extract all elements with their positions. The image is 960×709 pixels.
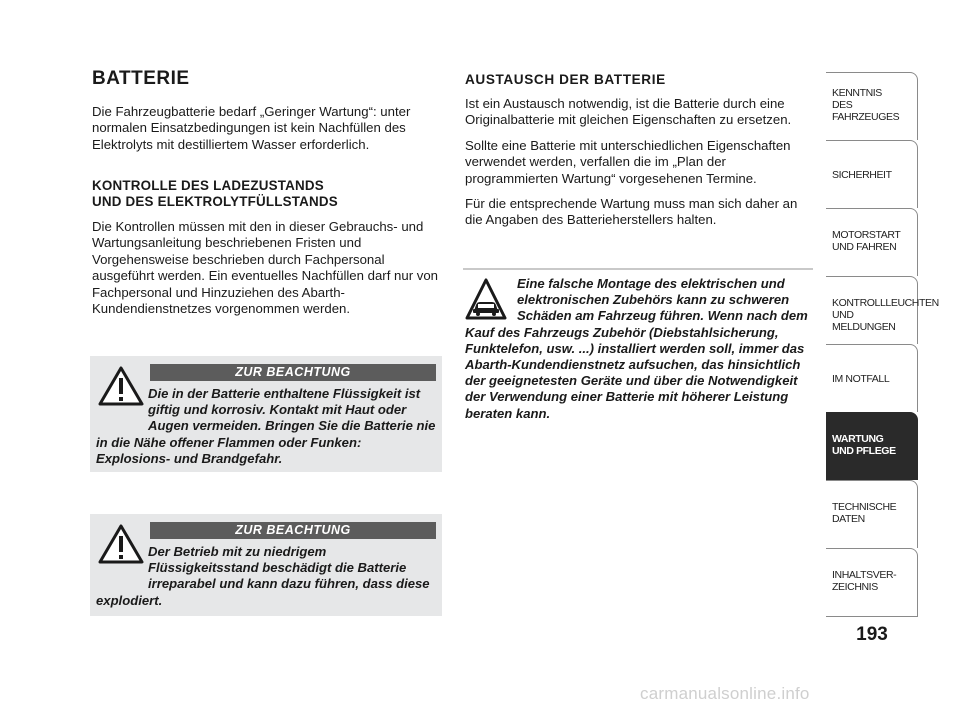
page-number: 193 [856, 624, 888, 645]
warning-box-2 [90, 514, 442, 616]
page-title: BATTERIE [92, 68, 190, 89]
tab-kontrollleuchten[interactable]: KONTROLLLEUCHTEN UND MELDUNGEN [826, 276, 918, 344]
car-warning-icon [465, 278, 507, 320]
warning-header: ZUR BEACHTUNG [150, 364, 436, 381]
section-heading-line1: KONTROLLE DES LADEZUSTANDS [92, 178, 324, 193]
tab-wartung-active[interactable]: WARTUNG UND PFLEGE [826, 412, 918, 480]
note-box [465, 276, 815, 422]
watermark: carmanualsonline.info [640, 684, 810, 703]
divider [463, 268, 813, 270]
warning-text: Der Betrieb mit zu niedrigem Flüssigkeitsstand beschädigt die Batterie irreparabel und kann dazu führen, dass diese explodiert. [96, 544, 430, 608]
tab-kenntnis[interactable]: KENNTNIS DES FAHRZEUGES [826, 72, 918, 140]
section-heading [92, 178, 442, 210]
tabs-bottom-border [826, 616, 918, 617]
tab-im-notfall[interactable]: IM NOTFALL [826, 344, 918, 412]
tab-sicherheit[interactable]: SICHERHEIT [826, 140, 918, 208]
tab-motorstart[interactable]: MOTORSTART UND FAHREN [826, 208, 918, 276]
tab-technische-daten[interactable]: TECHNISCHE DATEN [826, 480, 918, 548]
replacement-heading: AUSTAUSCH DER BATTERIE [465, 72, 666, 87]
warning-box-1 [90, 356, 442, 472]
warning-text: Die in der Batterie enthaltene Flüssigkeit ist giftig und korrosiv. Kontakt mit Haut oder Augen vermeiden. Bringen Sie die Batterie nie in die Nähe offener Flammen oder Funken: Explosions- und Brandgefahr. [96, 386, 436, 466]
replacement-paragraph-2: Sollte eine Batterie mit unterschiedlichen Eigenschaften verwendet werden, verfallen die im „Plan der programmierten Wartung“ vorgesehenen Termine. [465, 138, 791, 186]
section-body: Die Kontrollen müssen mit den in dieser Gebrauchs- und Wartungsanleitung beschriebenen Fristen und Vorgehensweise beschrieben durch Fachpersonal ausgeführt werden. Ein eventuelles Nachfüllen darf nur von Fachpersonal und Hinzuziehen des Abarth-Kundendienstnetzes vorgenommen werden. [92, 219, 439, 317]
replacement-paragraph-1: Ist ein Austausch notwendig, ist die Batterie durch eine Originalbatterie mit gleichen Eigenschaften zu ersetzen. [465, 96, 792, 128]
tab-inhaltsverzeichnis[interactable]: INHALTSVER- ZEICHNIS [826, 548, 918, 616]
intro-paragraph: Die Fahrzeugbatterie bedarf „Geringer Wartung“: unter normalen Einsatzbedingungen ist kein Nachfüllen des Elektrolyts mit destilliertem Wasser erforderlich. [92, 104, 411, 152]
warning-header: ZUR BEACHTUNG [150, 522, 436, 539]
note-text: Eine falsche Montage des elektrischen und elektronischen Zubehörs kann zu schweren Schäden am Fahrzeug führen. Wenn nach dem Kauf des Fahrzeugs Zubehör (Diebstahlsicherung, Funktelefon, usw. ...) installiert werden soll, immer das Abarth-Kundendienstnetz aufsuchen, das hinsichtlich der geeignetesten Geräte und über die Notwendigkeit der Verwendung einer Batterie mit höherer Leistung beraten kann. [465, 276, 808, 421]
section-heading-line2: UND DES ELEKTROLYTFÜLLSTANDS [92, 194, 338, 209]
replacement-paragraph-3: Für die entsprechende Wartung muss man sich daher an die Angaben des Batterieherstellers halten. [465, 196, 798, 228]
